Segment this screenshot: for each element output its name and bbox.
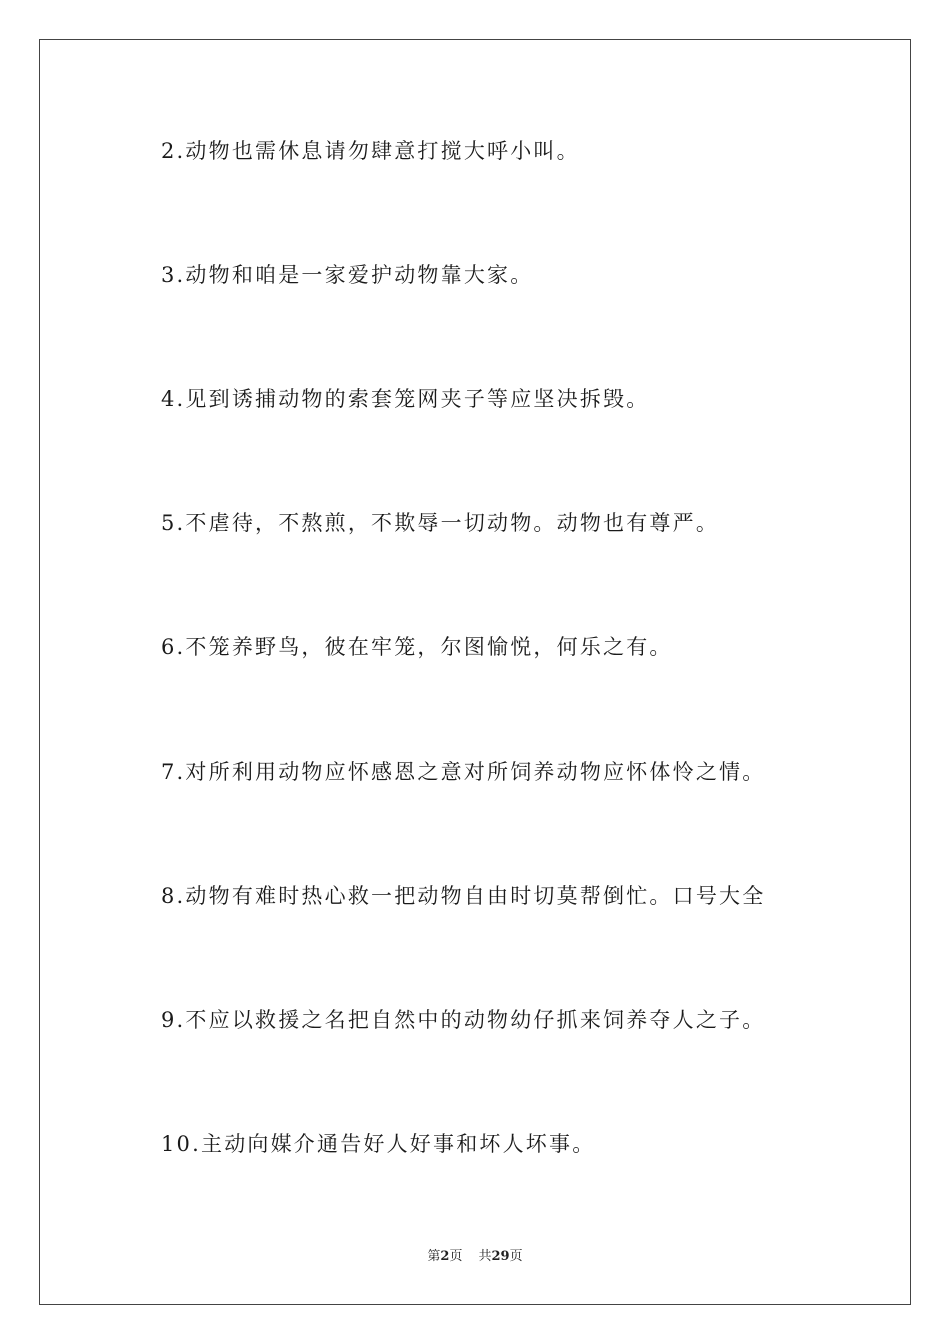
slogan-line-3: 3.动物和咱是一家爱护动物靠大家。 <box>161 263 534 287</box>
page-suffix: 页 <box>449 1249 463 1264</box>
slogan-line-5: 5.不虐待，不熬煎，不欺辱一切动物。动物也有尊严。 <box>161 511 720 535</box>
current-page-number: 2 <box>440 1249 450 1264</box>
total-prefix: 共 <box>478 1249 492 1264</box>
slogan-line-7: 7.对所利用动物应怀感恩之意对所饲养动物应怀体怜之情。 <box>161 760 766 784</box>
total-suffix: 页 <box>509 1249 523 1264</box>
slogan-line-10: 10.主动向媒介通告好人好事和坏人坏事。 <box>161 1132 596 1156</box>
slogan-line-2: 2.动物也需休息请勿肆意打搅大呼小叫。 <box>161 139 580 163</box>
slogan-line-4: 4.见到诱捕动物的索套笼网夹子等应坚决拆毁。 <box>161 387 650 411</box>
slogan-line-8: 8.动物有难时热心救一把动物自由时切莫帮倒忙。口号大全 <box>161 884 766 908</box>
slogan-line-9: 9.不应以救援之名把自然中的动物幼仔抓来饲养夺人之子。 <box>161 1008 766 1032</box>
slogan-line-6: 6.不笼养野鸟，彼在牢笼，尔图愉悦，何乐之有。 <box>161 635 673 659</box>
page-footer <box>0 1248 950 1266</box>
page-border <box>39 39 911 1305</box>
page-prefix: 第 <box>427 1249 441 1264</box>
total-page-count: 29 <box>491 1249 510 1264</box>
